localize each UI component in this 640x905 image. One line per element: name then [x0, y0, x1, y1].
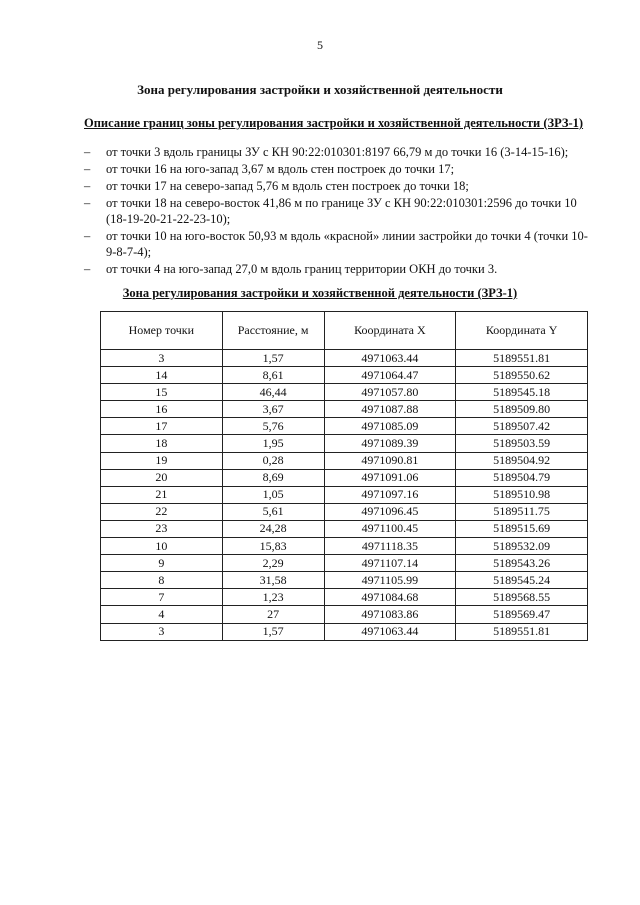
column-header-distance: Расстояние, м	[222, 312, 324, 350]
coord-x-cell: 4971090.81	[324, 452, 456, 469]
list-item: – от точки 3 вдоль границы ЗУ с КН 90:22:010301:8197 66,79 м до точки 16 (3-14-15-16);	[84, 144, 594, 160]
page-number: 5	[317, 38, 323, 52]
coord-x-cell: 4971084.68	[324, 589, 456, 606]
point-number-cell: 4	[101, 606, 223, 623]
coord-x-cell: 4971089.39	[324, 435, 456, 452]
coord-y-cell: 5189545.18	[456, 384, 588, 401]
distance-cell: 31,58	[222, 572, 324, 589]
point-number-cell: 15	[101, 384, 223, 401]
table-row	[101, 367, 588, 384]
coord-y-cell: 5189504.79	[456, 469, 588, 486]
point-number-cell: 22	[101, 503, 223, 520]
table-row	[101, 350, 588, 367]
coord-x-cell: 4971085.09	[324, 418, 456, 435]
table-row	[101, 623, 588, 640]
section-subtitle: Описание границ зоны регулирования застройки и хозяйственной деятельности (ЗРЗ-1)	[84, 116, 584, 130]
page-title: Зона регулирования застройки и хозяйственной деятельности	[137, 82, 503, 97]
list-item: – от точки 10 на юго-восток 50,93 м вдоль «красной» линии застройки до точки 4 (точки 10-9-8-7-4);	[84, 228, 594, 260]
list-item: – от точки 17 на северо-запад 5,76 м вдоль стен построек до точки 18;	[84, 178, 594, 194]
point-number-cell: 17	[101, 418, 223, 435]
coord-y-cell: 5189532.09	[456, 538, 588, 555]
distance-cell: 5,76	[222, 418, 324, 435]
coord-y-cell: 5189543.26	[456, 555, 588, 572]
list-item: – от точки 18 на северо-восток 41,86 м по границе ЗУ с КН 90:22:010301:2596 до точки 10 (18-19-20-21-22-23-10);	[84, 195, 594, 227]
coord-y-cell: 5189509.80	[456, 401, 588, 418]
distance-cell: 0,28	[222, 452, 324, 469]
column-header-y: Координата Y	[456, 312, 588, 350]
coord-y-cell: 5189507.42	[456, 418, 588, 435]
coord-x-cell: 4971091.06	[324, 469, 456, 486]
coord-y-cell: 5189551.81	[456, 350, 588, 367]
table-body	[101, 350, 588, 641]
table-header-row	[101, 312, 588, 350]
point-number-cell: 14	[101, 367, 223, 384]
coord-y-cell: 5189504.92	[456, 452, 588, 469]
column-header-x: Координата X	[324, 312, 456, 350]
point-number-cell: 7	[101, 589, 223, 606]
coord-y-cell: 5189568.55	[456, 589, 588, 606]
coord-y-cell: 5189510.98	[456, 486, 588, 503]
coord-y-cell: 5189551.81	[456, 623, 588, 640]
point-number-cell: 3	[101, 623, 223, 640]
coord-x-cell: 4971063.44	[324, 623, 456, 640]
coord-y-cell: 5189550.62	[456, 367, 588, 384]
distance-cell: 15,83	[222, 538, 324, 555]
coordinates-table	[100, 311, 588, 641]
table-title: Зона регулирования застройки и хозяйственной деятельности (ЗРЗ-1)	[122, 286, 518, 300]
table-row	[101, 384, 588, 401]
point-number-cell: 9	[101, 555, 223, 572]
point-number-cell: 10	[101, 538, 223, 555]
distance-cell: 1,05	[222, 486, 324, 503]
coord-x-cell: 4971064.47	[324, 367, 456, 384]
table-row	[101, 538, 588, 555]
coord-y-cell: 5189503.59	[456, 435, 588, 452]
distance-cell: 8,61	[222, 367, 324, 384]
distance-cell: 5,61	[222, 503, 324, 520]
table-row	[101, 555, 588, 572]
table-row	[101, 503, 588, 520]
boundary-description-list	[84, 144, 594, 278]
distance-cell: 2,29	[222, 555, 324, 572]
coord-x-cell: 4971107.14	[324, 555, 456, 572]
table-row	[101, 606, 588, 623]
coord-x-cell: 4971096.45	[324, 503, 456, 520]
table-row	[101, 435, 588, 452]
coord-y-cell: 5189515.69	[456, 520, 588, 537]
coord-y-cell: 5189545.24	[456, 572, 588, 589]
coord-x-cell: 4971087.88	[324, 401, 456, 418]
table-row	[101, 469, 588, 486]
distance-cell: 24,28	[222, 520, 324, 537]
distance-cell: 8,69	[222, 469, 324, 486]
table-row	[101, 572, 588, 589]
table-row	[101, 520, 588, 537]
point-number-cell: 18	[101, 435, 223, 452]
point-number-cell: 8	[101, 572, 223, 589]
distance-cell: 1,23	[222, 589, 324, 606]
point-number-cell: 23	[101, 520, 223, 537]
column-header-point: Номер точки	[101, 312, 223, 350]
coord-x-cell: 4971063.44	[324, 350, 456, 367]
point-number-cell: 16	[101, 401, 223, 418]
table-row	[101, 486, 588, 503]
list-item: – от точки 4 на юго-запад 27,0 м вдоль границ территории ОКН до точки 3.	[84, 261, 594, 277]
coord-y-cell: 5189569.47	[456, 606, 588, 623]
coord-x-cell: 4971057.80	[324, 384, 456, 401]
coord-x-cell: 4971083.86	[324, 606, 456, 623]
distance-cell: 1,95	[222, 435, 324, 452]
table-row	[101, 589, 588, 606]
distance-cell: 1,57	[222, 350, 324, 367]
coord-x-cell: 4971118.35	[324, 538, 456, 555]
distance-cell: 27	[222, 606, 324, 623]
point-number-cell: 21	[101, 486, 223, 503]
table-row	[101, 452, 588, 469]
point-number-cell: 20	[101, 469, 223, 486]
table-row	[101, 401, 588, 418]
coord-y-cell: 5189511.75	[456, 503, 588, 520]
list-item: – от точки 16 на юго-запад 3,67 м вдоль стен построек до точки 17;	[84, 161, 594, 177]
distance-cell: 46,44	[222, 384, 324, 401]
point-number-cell: 3	[101, 350, 223, 367]
coord-x-cell: 4971105.99	[324, 572, 456, 589]
coord-x-cell: 4971097.16	[324, 486, 456, 503]
distance-cell: 3,67	[222, 401, 324, 418]
point-number-cell: 19	[101, 452, 223, 469]
distance-cell: 1,57	[222, 623, 324, 640]
table-row	[101, 418, 588, 435]
coord-x-cell: 4971100.45	[324, 520, 456, 537]
